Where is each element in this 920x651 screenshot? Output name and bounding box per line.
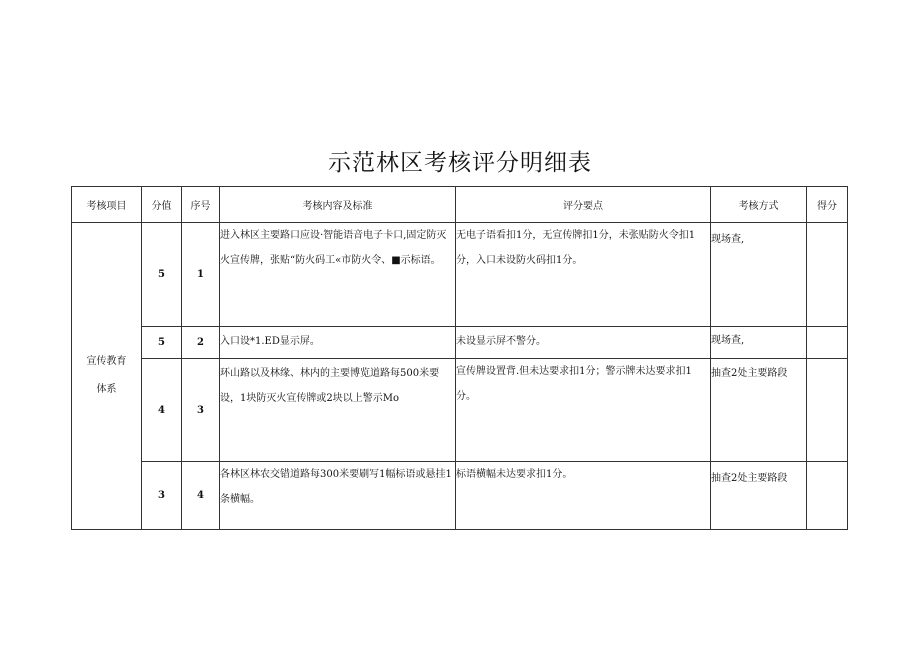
score-cell: 4 — [142, 359, 182, 462]
points-cell: 未设显示屏不警分。 — [456, 327, 711, 359]
score-cell: 5 — [142, 327, 182, 359]
result-cell — [807, 327, 848, 359]
content-cell: 入口设*1.ED显示屏。 — [220, 327, 456, 359]
category-cell — [72, 223, 142, 530]
table-row — [72, 359, 848, 462]
method-cell: 抽查2处主要路段 — [711, 462, 807, 530]
index-cell: 3 — [182, 359, 220, 462]
table-row — [72, 327, 848, 359]
table-row — [72, 223, 848, 327]
category-label-line2: 体系 — [96, 384, 117, 395]
result-cell — [807, 223, 848, 327]
header-points: 评分要点 — [456, 187, 711, 223]
score-cell: 5 — [142, 223, 182, 327]
header-content: 考核内容及标准 — [220, 187, 456, 223]
index-cell: 4 — [182, 462, 220, 530]
content-cell: 进入林区主要路口应设·智能语音电子卡口,固定防灭火宣传牌，张贴“防火码工«市防火令、■示标语。 — [220, 223, 456, 327]
points-cell: 无电子语看扣1分，无宣传牌扣1分，未张贴防火令扣1分，入口未设防火码扣1分。 — [456, 223, 711, 327]
content-cell: 各林区林农交错道路每300米要刷写1幅标语或悬挂1条横幅。 — [220, 462, 456, 530]
table-row — [72, 462, 848, 530]
scoring-table — [71, 186, 848, 530]
result-cell — [807, 462, 848, 530]
content-cell: 环山路以及林缘、林内的主要博览道路每500米要设，1块防灭火宣传牌或2块以上警示Mo — [220, 359, 456, 462]
points-cell: 标语横幅未达要求扣1分。 — [456, 462, 711, 530]
method-cell: 抽查2处主要路段 — [711, 359, 807, 462]
header-item: 考核项目 — [72, 187, 142, 223]
score-cell: 3 — [142, 462, 182, 530]
index-cell: 1 — [182, 223, 220, 327]
page-title: 示范林区考核评分明细表 — [328, 150, 592, 176]
result-cell — [807, 359, 848, 462]
index-cell: 2 — [182, 327, 220, 359]
method-cell: 现场查, — [711, 223, 807, 327]
category-label-line1: 宣传教育 — [86, 356, 127, 367]
header-score: 分值 — [142, 187, 182, 223]
method-cell: 现场查, — [711, 327, 807, 359]
header-result: 得分 — [807, 187, 848, 223]
header-method: 考核方式 — [711, 187, 807, 223]
table-header-row — [72, 187, 848, 223]
header-index: 序号 — [182, 187, 220, 223]
points-cell: 宣传牌设置背.但未达要求扣1分；警示牌未达要求扣1分。 — [456, 359, 711, 462]
